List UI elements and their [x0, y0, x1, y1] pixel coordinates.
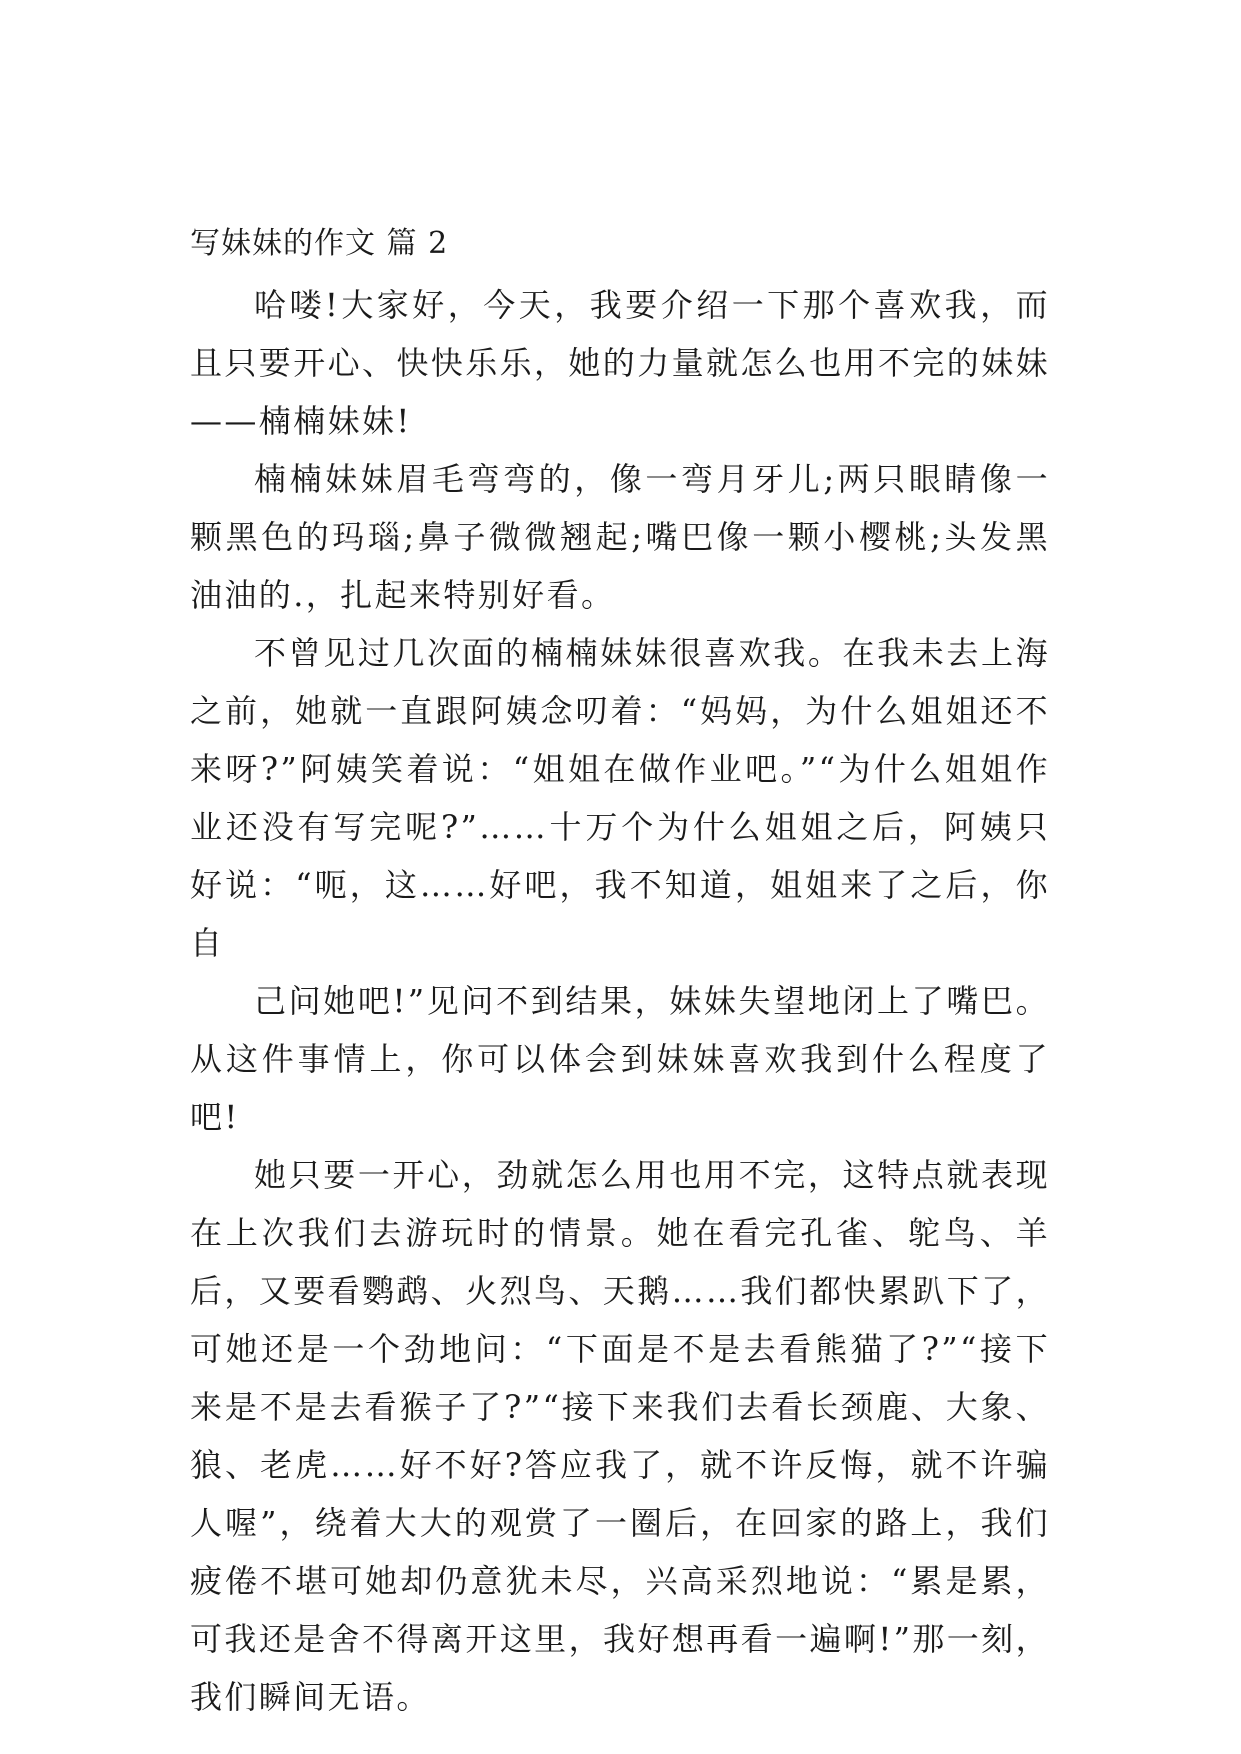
document-body	[190, 222, 1050, 1726]
paragraph-2: 楠楠妹妹眉毛弯弯的，像一弯月牙儿;两只眼睛像一颗黑色的玛瑙;鼻子微微翘起;嘴巴像一颗小樱桃;头发黑油油的.，扎起来特别好看。	[190, 460, 1050, 614]
document-title: 写妹妹的作文 篇 2	[190, 226, 449, 261]
paragraph-3: 不曾见过几次面的楠楠妹妹很喜欢我。在我未去上海之前，她就一直跟阿姨念叨着：“妈妈，为什么姐姐还不来呀?”阿姨笑着说：“姐姐在做作业吧。”“为什么姐姐作业还没有写完呢?”……十万个为什么姐姐之后，阿姨只好说：“呃，这……好吧，我不知道，姐姐来了之后，你自	[190, 634, 1050, 962]
paragraph-5: 她只要一开心，劲就怎么用也用不完，这特点就表现在上次我们去游玩时的情景。她在看完孔雀、鸵鸟、羊后，又要看鹦鹉、火烈鸟、天鹅……我们都快累趴下了，可她还是一个劲地问：“下面是不是去看熊猫了?”“接下来是不是去看猴子了?”“接下来我们去看长颈鹿、大象、狼、老虎……好不好?答应我了，就不许反悔，就不许骗人喔”，绕着大大的观赏了一圈后，在回家的路上，我们疲倦不堪可她却仍意犹未尽，兴高采烈地说：“累是累，可我还是舍不得离开这里，我好想再看一遍啊!”那一刻，我们瞬间无语。	[190, 1156, 1051, 1716]
paragraph-1: 哈喽!大家好，今天，我要介绍一下那个喜欢我，而且只要开心、快快乐乐，她的力量就怎么也用不完的妹妹——楠楠妹妹!	[190, 286, 1051, 440]
paragraph-4: 己问她吧!”见问不到结果，妹妹失望地闭上了嘴巴。从这件事情上，你可以体会到妹妹喜欢我到什么程度了吧!	[190, 982, 1050, 1136]
